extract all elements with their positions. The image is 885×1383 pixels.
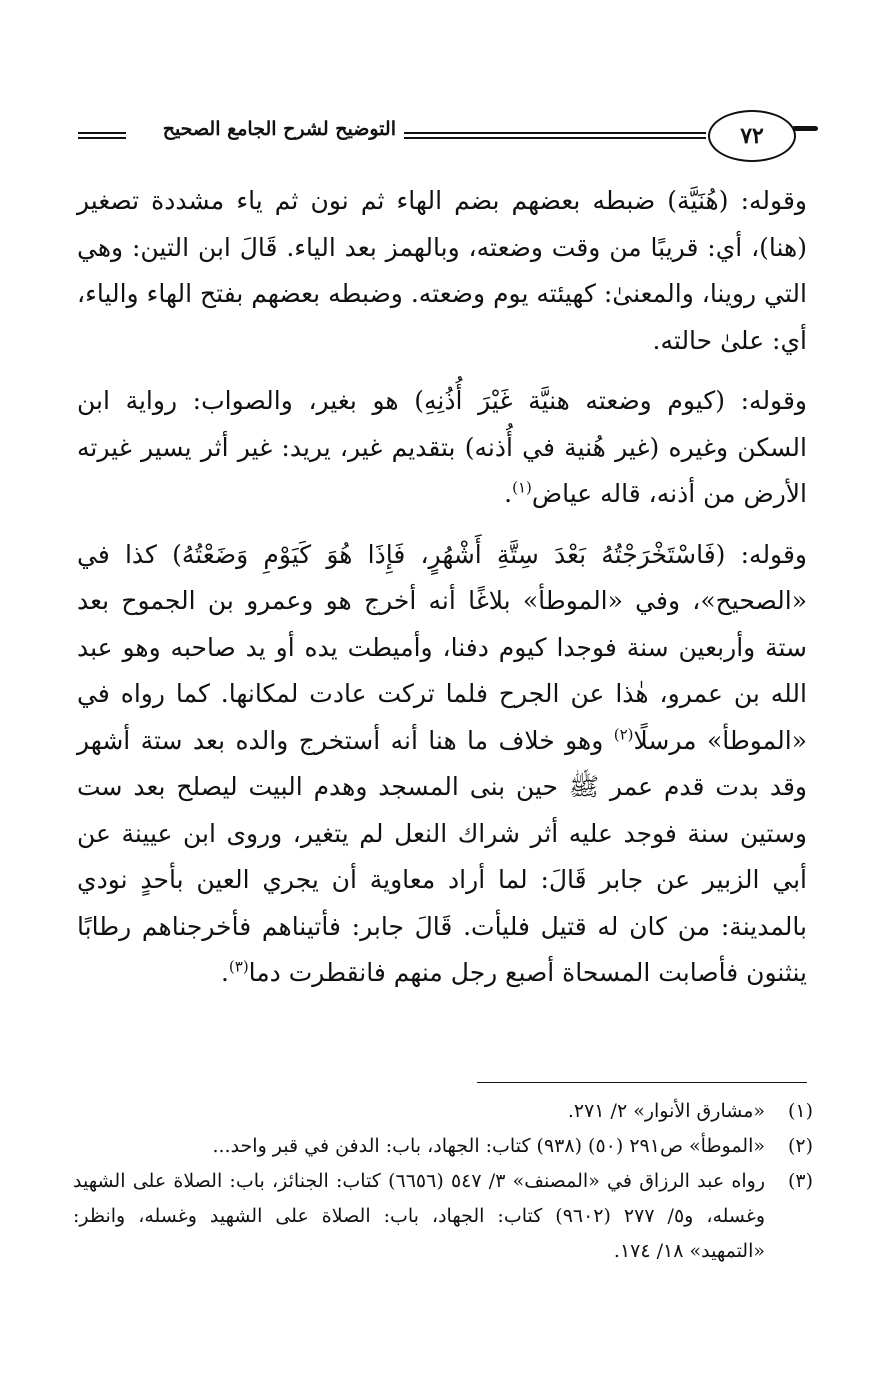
footnote-text: «مشارق الأنوار» ٢/ ٢٧١. (567, 1100, 765, 1122)
paragraph-text: وقوله: (كيوم وضعته هنيَّة غَيْرَ أُذُنِهِ) هو بغير، والصواب: رواية ابن السكن وغيره (غير هُنية في أُذنه) بتقديم غير، يريد: غير أثر يسير غيرته الأرض من أذنه، قاله عياض (77, 386, 807, 508)
paragraph-text: وقوله: (فَاسْتَخْرَجْتُهُ بَعْدَ سِتَّةِ أَشْهُرٍ، فَإِذَا هُوَ كَيَوْمِ وَضَعْتُهُ) كذا في «الصحيح»، وفي «الموطأ» بلاغًا أنه أخرج هو وعمرو بن الجموح بعد ستة وأربعين سنة فوجدا كيوم دفنا، وأميطت يده أو يد صاحبه وهو عبد الله بن عمرو، هٰذا عن الجرح فلما تركت عادت لمكانها. كما رواه في «الموطأ» مرسلًا (77, 539, 807, 755)
footnote-text: «الموطأ» ص٢٩١ (٥٠) (٩٣٨) كتاب: الجهاد، باب: الدفن في قبر واحد... (212, 1135, 765, 1157)
page-number: ٧٢ (708, 110, 796, 162)
paragraph-text: وهو خلاف ما هنا أنه أستخرج والده بعد ستة أشهر وقد بدت قدم عمر ﷺ حين بنى المسجد وهدم البيت ليصلح بعد ست وستين سنة فوجد عليه أثر شراك النعل لم يتغير، وروى ابن عيينة عن أبي الزبير عن جابر قَالَ: لما أراد معاوية أن يجري العين بأحدٍ نودي بالمدينة: من كان له قتيل فليأت. قَالَ جابر: فأتيناهم فأخرجناهم رطابًا ينثنون فأصابت المسحاة أصبع رجل منهم فانقطرت دما (77, 725, 807, 987)
page-number-ornament (792, 126, 818, 131)
footnote (73, 1164, 813, 1269)
header-rule-left (78, 132, 126, 134)
running-header (78, 104, 818, 170)
paragraph (77, 178, 807, 364)
paragraph (77, 378, 807, 518)
main-text (77, 178, 807, 997)
footnote-separator (477, 1082, 807, 1083)
footnote-number: (٢) (787, 1135, 813, 1157)
footnote-ref[interactable]: (٣) (228, 957, 249, 976)
footnote-number: (١) (787, 1100, 813, 1122)
footnote (73, 1129, 813, 1164)
footnotes (73, 1094, 813, 1269)
footnote-text: رواه عبد الرزاق في «المصنف» ٣/ ٥٤٧ (٦٦٥٦) كتاب: الجنائز، باب: الصلاة على الشهيد وغسله، و٥/ ٢٧٧ (٩٦٠٢) كتاب: الجهاد، باب: الصلاة على الشهيد وغسله، وانظر: «التمهيد» ١٨/ ١٧٤. (73, 1170, 766, 1262)
footnote (73, 1094, 813, 1129)
paragraph (77, 532, 807, 997)
paragraph-end: . (220, 958, 229, 987)
paragraph-text: وقوله: (هُنَيَّة) ضبطه بعضهم بضم الهاء ثم نون ثم ياء مشددة تصغير (هنا)، أي: قريبًا من وقت وضعته، وبالهمز بعد الياء. قَالَ ابن التين: وهي التي روينا، والمعنىٰ: كهيئته يوم وضعته. وضبطه بعضهم بفتح الهاء والياء، أي: علىٰ حالته. (77, 186, 807, 355)
header-title: التوضيح لشرح الجامع الصحيح (155, 118, 404, 140)
header-rule-right (388, 137, 706, 139)
footnote-ref[interactable]: (١) (512, 478, 532, 497)
header-rule-right (388, 132, 706, 134)
header-rule-left (78, 137, 126, 139)
paragraph-end: . (504, 479, 513, 508)
footnote-ref[interactable]: (٢) (613, 725, 634, 744)
footnote-number: (٣) (787, 1170, 813, 1192)
